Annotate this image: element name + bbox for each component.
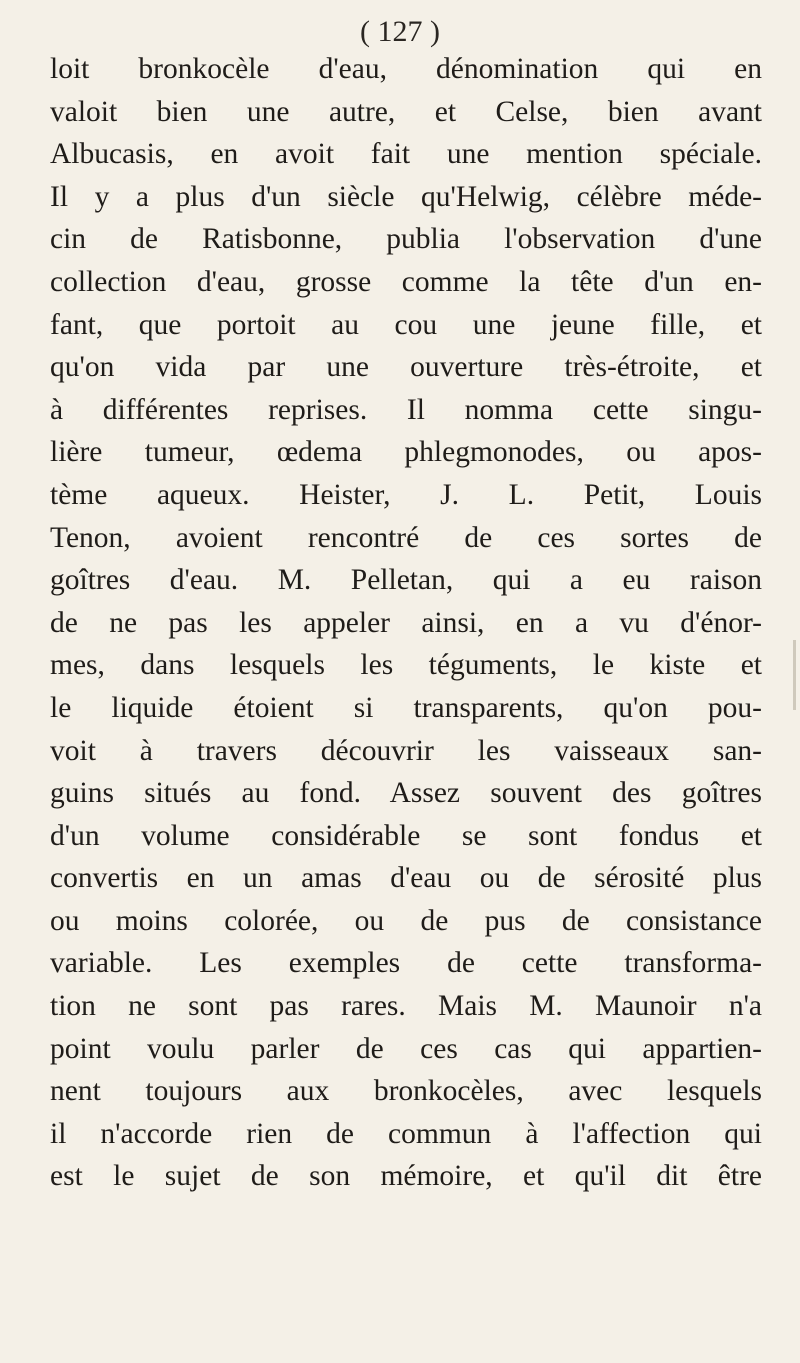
text-line: Tenon, avoient rencontré de ces sortes de [50, 521, 762, 554]
page-edge-mark [793, 640, 796, 710]
text-line: variable. Les exemples de cette transforma- [50, 947, 762, 980]
text-line: tion ne sont pas rares. Mais M. Maunoir n'a [50, 990, 762, 1023]
text-line: goîtres d'eau. M. Pelletan, qui a eu raison [50, 564, 762, 597]
text-line: est le sujet de son mémoire, et qu'il dit être [50, 1160, 762, 1193]
body-text [50, 48, 762, 1198]
text-line: voit à travers découvrir les vaisseaux san- [50, 734, 762, 767]
text-line: guins situés au fond. Assez souvent des goîtres [50, 777, 762, 810]
text-line: lière tumeur, œdema phlegmonodes, ou apos- [50, 436, 762, 469]
text-line: cin de Ratisbonne, publia l'observation d'une [50, 223, 762, 256]
text-line: à différentes reprises. Il nomma cette singu- [50, 393, 762, 426]
text-line: collection d'eau, grosse comme la tête d'un en- [50, 265, 762, 298]
text-line: fant, que portoit au cou une jeune fille, et [50, 308, 762, 341]
text-line: il n'accorde rien de commun à l'affection qui [50, 1117, 762, 1150]
text-line: de ne pas les appeler ainsi, en a vu d'énor- [50, 606, 762, 639]
text-line: qu'on vida par une ouverture très-étroite, et [50, 351, 762, 384]
text-line: convertis en un amas d'eau ou de sérosité plus [50, 862, 762, 895]
text-line: valoit bien une autre, et Celse, bien avant [50, 95, 762, 128]
text-line: d'un volume considérable se sont fondus et [50, 819, 762, 852]
text-line: point voulu parler de ces cas qui appartien- [50, 1032, 762, 1065]
text-line: Il y a plus d'un siècle qu'Helwig, célèbre méde- [50, 180, 762, 213]
text-line: le liquide étoient si transparents, qu'on pou- [50, 691, 762, 724]
page-number: ( 127 ) [360, 15, 440, 48]
text-line: mes, dans lesquels les téguments, le kiste et [50, 649, 762, 682]
text-line: ou moins colorée, ou de pus de consistance [50, 904, 762, 937]
text-line: Albucasis, en avoit fait une mention spéciale. [50, 138, 762, 171]
text-line: tème aqueux. Heister, J. L. Petit, Louis [50, 478, 762, 511]
text-line: nent toujours aux bronkocèles, avec lesquels [50, 1075, 762, 1108]
text-line: loit bronkocèle d'eau, dénomination qui en [50, 53, 762, 85]
